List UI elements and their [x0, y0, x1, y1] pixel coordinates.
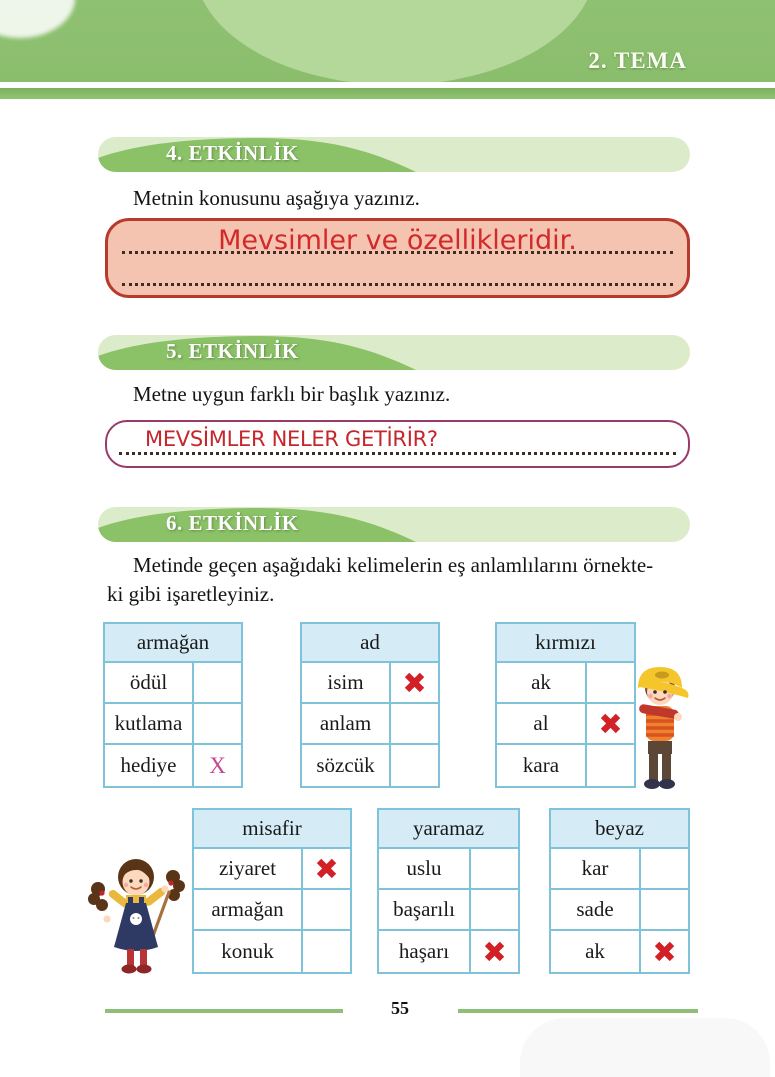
dotted-line: [119, 452, 676, 455]
word-cell: konuk: [194, 931, 303, 972]
table-header: misafir: [194, 810, 350, 849]
mark-cell: [391, 704, 438, 743]
table-row: [105, 745, 241, 786]
table-header: armağan: [105, 624, 241, 663]
word-cell: isim: [302, 663, 391, 702]
word-cell: sözcük: [302, 745, 391, 786]
red-x-mark: ✖: [652, 934, 677, 969]
red-x-mark: ✖: [314, 851, 339, 886]
activity-4-answer-text: Mevsimler ve özellikleridir.: [218, 225, 577, 256]
activity-5-answer-box: [105, 420, 690, 468]
mark-cell: [194, 704, 241, 743]
mark-cell: [641, 849, 688, 888]
activity-4-banner: [98, 137, 690, 172]
footer-line-left: [105, 1009, 343, 1013]
table-row: [302, 704, 438, 745]
mark-cell: [303, 931, 350, 972]
word-cell: kutlama: [105, 704, 194, 743]
table-row: [379, 931, 518, 972]
word-cell: armağan: [194, 890, 303, 929]
synonym-table-armagan: [103, 622, 243, 788]
theme-label: 2. TEMA: [588, 48, 687, 73]
girl-student-illustration: [85, 853, 191, 977]
table-row: [105, 663, 241, 704]
example-x-mark: X: [209, 752, 226, 778]
word-cell: anlam: [302, 704, 391, 743]
activity-6-banner: [98, 507, 690, 542]
header-shine: [0, 0, 75, 38]
header-rule: [0, 88, 775, 99]
mark-cell: [303, 890, 350, 929]
synonym-table-beyaz: [549, 808, 690, 974]
page-number: 55: [391, 998, 409, 1018]
header-light-curve: [195, 0, 595, 82]
red-x-mark: ✖: [402, 665, 427, 700]
mark-cell: [471, 849, 518, 888]
table-row: [379, 849, 518, 890]
table-row: [302, 745, 438, 786]
mark-cell: [194, 663, 241, 702]
boy-student-illustration: [625, 661, 695, 791]
activity-6-instruction-line2: ki gibi işaretleyiniz.: [107, 582, 275, 606]
activity-4-answer-box: [105, 218, 690, 298]
activity-5-instruction: Metne uygun farklı bir başlık yazınız.: [133, 382, 451, 406]
mark-cell: [391, 745, 438, 786]
word-cell: al: [497, 704, 587, 743]
mark-cell: [471, 890, 518, 929]
word-cell: hediye: [105, 745, 194, 786]
scan-watermark: [520, 1018, 770, 1077]
page-header-band: [0, 0, 775, 82]
table-row: [105, 704, 241, 745]
table-row: [551, 890, 688, 931]
table-row: [551, 849, 688, 890]
synonym-table-misafir: [192, 808, 352, 974]
word-cell: başarılı: [379, 890, 471, 929]
activity-4-title: 4. ETKİNLİK: [166, 141, 299, 165]
red-x-mark: ✖: [598, 706, 623, 741]
activity-4-instruction: Metnin konusunu aşağıya yazınız.: [133, 186, 420, 210]
word-cell: ziyaret: [194, 849, 303, 888]
word-cell: kara: [497, 745, 587, 786]
activity-6-instruction-line1: Metinde geçen aşağıdaki kelimelerin eş anlamlılarını örnekte-: [133, 553, 654, 577]
word-cell: ak: [497, 663, 587, 702]
activity-5-banner: [98, 335, 690, 370]
table-row: [497, 663, 634, 704]
activity-5-title: 5. ETKİNLİK: [166, 339, 299, 363]
table-row: [497, 745, 634, 786]
word-cell: ödül: [105, 663, 194, 702]
activity-6-title: 6. ETKİNLİK: [166, 511, 299, 535]
table-header: beyaz: [551, 810, 688, 849]
word-cell: haşarı: [379, 931, 471, 972]
word-cell: kar: [551, 849, 641, 888]
synonym-table-ad: [300, 622, 440, 788]
synonym-table-kirmizi: [495, 622, 636, 788]
table-header: ad: [302, 624, 438, 663]
word-cell: ak: [551, 931, 641, 972]
table-row: [551, 931, 688, 972]
table-row: [379, 890, 518, 931]
mark-cell: [641, 890, 688, 929]
footer-line-right: [458, 1009, 698, 1013]
table-header: yaramaz: [379, 810, 518, 849]
dotted-line: [122, 283, 673, 286]
table-row: [302, 663, 438, 704]
activity-5-answer-text: MEVSİMLER NELER GETİRİR?: [145, 427, 438, 451]
table-row: [194, 849, 350, 890]
table-row: [497, 704, 634, 745]
red-x-mark: ✖: [482, 934, 507, 969]
word-cell: uslu: [379, 849, 471, 888]
table-row: [194, 931, 350, 972]
table-header: kırmızı: [497, 624, 634, 663]
table-row: [194, 890, 350, 931]
word-cell: sade: [551, 890, 641, 929]
synonym-table-yaramaz: [377, 808, 520, 974]
